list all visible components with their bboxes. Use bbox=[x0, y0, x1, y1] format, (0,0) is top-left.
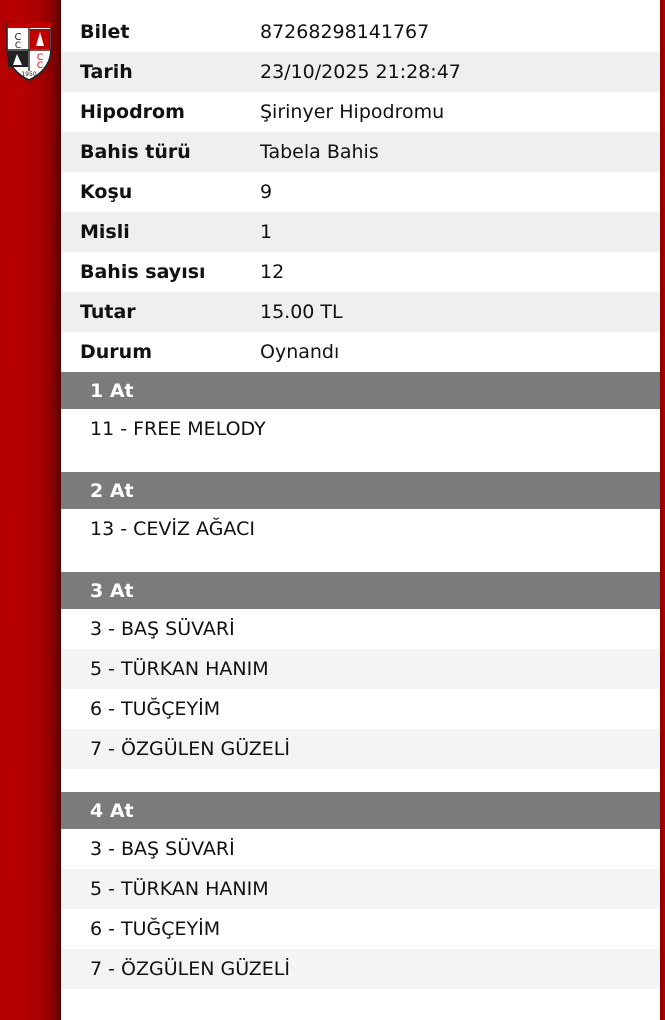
club-crest-logo bbox=[5, 19, 53, 81]
bet-type-label: Bahis türü bbox=[80, 141, 191, 163]
multiplier-value: 1 bbox=[260, 221, 273, 243]
horse-item: 7 - ÖZGÜLEN GÜZELİ bbox=[61, 949, 660, 989]
amount-value: 15.00 TL bbox=[260, 301, 343, 323]
horse-item: 3 - BAŞ SÜVARİ bbox=[90, 838, 235, 860]
horse-item: 5 - TÜRKAN HANIM bbox=[61, 649, 660, 689]
bet-count-row bbox=[61, 252, 660, 292]
status-label: Durum bbox=[80, 341, 152, 363]
svg-text:C: C bbox=[36, 53, 44, 63]
svg-text:C: C bbox=[36, 61, 44, 71]
ticket-label: Bilet bbox=[80, 21, 130, 43]
racecourse-label: Hipodrom bbox=[80, 101, 185, 123]
ticket-row bbox=[61, 12, 660, 52]
horse-item: 13 - CEVİZ AĞACI bbox=[90, 518, 255, 540]
bet-count-value: 12 bbox=[260, 261, 285, 283]
racecourse-row bbox=[61, 92, 660, 132]
multiplier-label: Misli bbox=[80, 221, 130, 243]
amount-label: Tutar bbox=[80, 301, 136, 323]
bet-count-label: Bahis sayısı bbox=[80, 261, 206, 283]
leg-2-header: 2 At bbox=[61, 472, 660, 509]
bet-type-value: Tabela Bahis bbox=[260, 141, 379, 163]
horse-item: 7 - ÖZGÜLEN GÜZELİ bbox=[61, 729, 660, 769]
multiplier-row bbox=[61, 212, 660, 252]
svg-text:C: C bbox=[14, 32, 22, 43]
status-value: Oynandı bbox=[260, 341, 340, 363]
leg-3-header: 3 At bbox=[61, 572, 660, 609]
race-row bbox=[61, 172, 660, 212]
crest-year: 1950 bbox=[21, 71, 37, 78]
leg-4-header: 4 At bbox=[61, 792, 660, 829]
date-label: Tarih bbox=[80, 61, 133, 83]
date-value: 23/10/2025 21:28:47 bbox=[260, 61, 461, 83]
horse-item: 5 - TÜRKAN HANIM bbox=[61, 869, 660, 909]
amount-row bbox=[61, 292, 660, 332]
date-row bbox=[61, 52, 660, 92]
race-value: 9 bbox=[260, 181, 273, 203]
horse-item: 3 - BAŞ SÜVARİ bbox=[90, 618, 235, 640]
race-label: Koşu bbox=[80, 181, 133, 203]
horse-item: 6 - TUĞÇEYİM bbox=[90, 918, 221, 940]
horse-item: 11 - FREE MELODY bbox=[90, 418, 266, 440]
ticket-value: 87268298141767 bbox=[260, 21, 430, 43]
status-row bbox=[61, 332, 660, 372]
bet-type-row bbox=[61, 132, 660, 172]
racecourse-value: Şirinyer Hipodromu bbox=[260, 101, 445, 123]
horse-item: 6 - TUĞÇEYİM bbox=[90, 698, 221, 720]
svg-text:C: C bbox=[14, 41, 22, 51]
coupon-detail bbox=[61, 12, 660, 989]
leg-1-header: 1 At bbox=[61, 372, 660, 409]
